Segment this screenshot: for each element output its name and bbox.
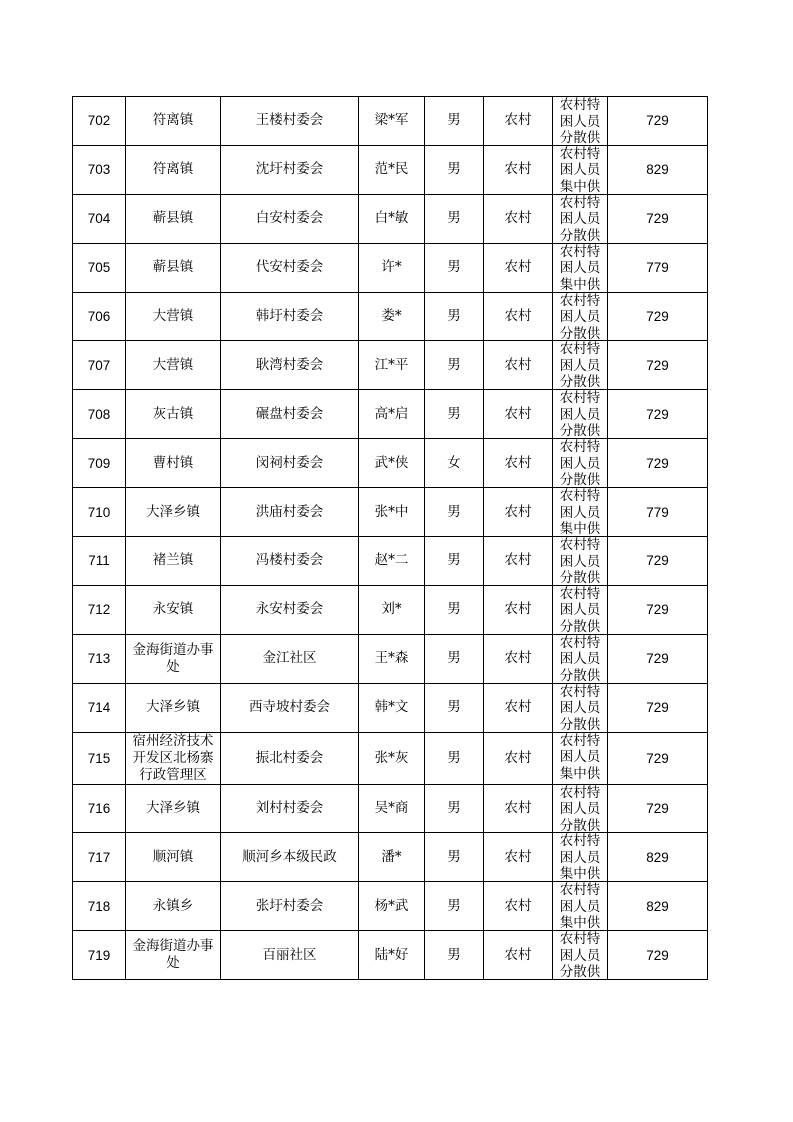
amount-cell: 779: [608, 488, 708, 537]
table-row: [73, 292, 708, 341]
gender-cell: 男: [425, 882, 484, 931]
support-category-cell-text: 农村特困人员分散供: [559, 784, 601, 832]
support-category-cell-text: 农村特困人员集中供: [559, 882, 601, 930]
table-row: [73, 537, 708, 586]
amount-cell: 729: [608, 194, 708, 243]
support-category-cell: [553, 194, 608, 243]
town-cell-text: 曹村镇: [152, 454, 194, 471]
area-type-cell: 农村: [484, 931, 553, 980]
support-category-cell: [553, 784, 608, 833]
person-name-cell: 白*敏: [359, 194, 425, 243]
row-number-cell: 712: [73, 585, 126, 634]
support-category-cell: [553, 585, 608, 634]
amount-cell: 729: [608, 683, 708, 732]
town-cell-text: 大营镇: [152, 356, 194, 373]
amount-cell: 729: [608, 537, 708, 586]
town-cell-text: 大泽乡镇: [146, 699, 200, 716]
town-cell: [126, 732, 221, 784]
support-category-cell: [553, 931, 608, 980]
support-category-cell-text: 农村特困人员分散供: [559, 341, 601, 389]
person-name-cell: 王*森: [359, 634, 425, 683]
town-cell-text: 金海街道办事处: [132, 938, 214, 972]
area-type-cell: 农村: [484, 784, 553, 833]
area-type-cell: 农村: [484, 97, 553, 146]
person-name-cell: 杨*武: [359, 882, 425, 931]
gender-cell: 男: [425, 341, 484, 390]
row-number-cell: 707: [73, 341, 126, 390]
support-category-cell-text: 农村特困人员分散供: [559, 683, 601, 731]
village-committee-cell: 刘村村委会: [221, 784, 359, 833]
support-category-cell-text: 农村特困人员分散供: [559, 390, 601, 438]
support-category-cell: [553, 341, 608, 390]
area-type-cell: 农村: [484, 634, 553, 683]
area-type-cell: 农村: [484, 882, 553, 931]
row-number-cell: 706: [73, 292, 126, 341]
amount-cell: 729: [608, 784, 708, 833]
table-row: [73, 784, 708, 833]
village-committee-cell: 耿湾村委会: [221, 341, 359, 390]
support-category-cell-text: 农村特困人员分散供: [559, 194, 601, 242]
support-category-cell: [553, 634, 608, 683]
support-category-cell: [553, 732, 608, 784]
gender-cell: 女: [425, 439, 484, 488]
town-cell-text: 符离镇: [152, 161, 194, 178]
amount-cell: 829: [608, 882, 708, 931]
amount-cell: 729: [608, 732, 708, 784]
area-type-cell: 农村: [484, 488, 553, 537]
gender-cell: 男: [425, 833, 484, 882]
row-number-cell: 703: [73, 145, 126, 194]
table-row: [73, 634, 708, 683]
support-category-cell: [553, 833, 608, 882]
person-name-cell: 武*侠: [359, 439, 425, 488]
support-category-cell: [553, 292, 608, 341]
amount-cell: 829: [608, 145, 708, 194]
town-cell: [126, 145, 221, 194]
table-row: [73, 833, 708, 882]
gender-cell: 男: [425, 145, 484, 194]
amount-cell: 729: [608, 585, 708, 634]
town-cell-text: 宿州经济技术开发区北杨寨行政管理区: [132, 732, 214, 783]
table-row: [73, 341, 708, 390]
town-cell: [126, 341, 221, 390]
row-number-cell: 708: [73, 390, 126, 439]
gender-cell: 男: [425, 97, 484, 146]
person-name-cell: 范*民: [359, 145, 425, 194]
support-category-cell: [553, 97, 608, 146]
town-cell-text: 大泽乡镇: [146, 503, 200, 520]
area-type-cell: 农村: [484, 390, 553, 439]
gender-cell: 男: [425, 683, 484, 732]
row-number-cell: 711: [73, 537, 126, 586]
row-number-cell: 715: [73, 732, 126, 784]
table-body: [73, 97, 708, 980]
town-cell-text: 永安镇: [152, 601, 194, 618]
support-category-cell: [553, 390, 608, 439]
gender-cell: 男: [425, 292, 484, 341]
area-type-cell: 农村: [484, 292, 553, 341]
amount-cell: 729: [608, 439, 708, 488]
person-name-cell: 许*: [359, 243, 425, 292]
village-committee-cell: 冯楼村委会: [221, 537, 359, 586]
table-row: [73, 243, 708, 292]
area-type-cell: 农村: [484, 341, 553, 390]
town-cell-text: 金海街道办事处: [132, 641, 214, 675]
table-row: [73, 390, 708, 439]
person-name-cell: 陆*好: [359, 931, 425, 980]
area-type-cell: 农村: [484, 833, 553, 882]
area-type-cell: 农村: [484, 537, 553, 586]
town-cell: [126, 683, 221, 732]
area-type-cell: 农村: [484, 683, 553, 732]
town-cell: [126, 390, 221, 439]
support-category-cell-text: 农村特困人员分散供: [559, 585, 601, 633]
table-row: [73, 585, 708, 634]
gender-cell: 男: [425, 243, 484, 292]
row-number-cell: 718: [73, 882, 126, 931]
village-committee-cell: 洪庙村委会: [221, 488, 359, 537]
town-cell: [126, 882, 221, 931]
village-committee-cell: 百丽社区: [221, 931, 359, 980]
support-category-cell-text: 农村特困人员分散供: [559, 292, 601, 340]
area-type-cell: 农村: [484, 732, 553, 784]
support-category-cell: [553, 243, 608, 292]
support-category-cell: [553, 145, 608, 194]
support-category-cell-text: 农村特困人员集中供: [559, 243, 601, 291]
support-category-cell-text: 农村特困人员分散供: [559, 537, 601, 585]
support-category-cell-text: 农村特困人员分散供: [559, 634, 601, 682]
village-committee-cell: 张圩村委会: [221, 882, 359, 931]
row-number-cell: 713: [73, 634, 126, 683]
gender-cell: 男: [425, 585, 484, 634]
town-cell: [126, 784, 221, 833]
town-cell-text: 大营镇: [152, 308, 194, 324]
village-committee-cell: 韩圩村委会: [221, 292, 359, 341]
village-committee-cell: 西寺坡村委会: [221, 683, 359, 732]
table-row: [73, 931, 708, 980]
person-name-cell: 张*灰: [359, 732, 425, 784]
support-category-cell: [553, 488, 608, 537]
support-category-cell: [553, 439, 608, 488]
amount-cell: 729: [608, 390, 708, 439]
support-category-cell-text: 农村特困人员集中供: [559, 488, 601, 536]
village-committee-cell: 代安村委会: [221, 243, 359, 292]
area-type-cell: 农村: [484, 439, 553, 488]
row-number-cell: 710: [73, 488, 126, 537]
amount-cell: 729: [608, 931, 708, 980]
village-committee-cell: 碾盘村委会: [221, 390, 359, 439]
table-row: [73, 145, 708, 194]
person-name-cell: 张*中: [359, 488, 425, 537]
row-number-cell: 719: [73, 931, 126, 980]
town-cell-text: 灰古镇: [152, 405, 194, 422]
support-category-cell: [553, 683, 608, 732]
person-name-cell: 潘*: [359, 833, 425, 882]
town-cell: [126, 243, 221, 292]
gender-cell: 男: [425, 634, 484, 683]
town-cell: [126, 194, 221, 243]
table-row: [73, 194, 708, 243]
relief-recipient-table: [72, 96, 708, 980]
support-category-cell-text: 农村特困人员分散供: [559, 439, 601, 487]
amount-cell: 729: [608, 292, 708, 341]
support-category-cell-text: 农村特困人员分散供: [559, 931, 601, 979]
table-row: [73, 97, 708, 146]
person-name-cell: 吴*商: [359, 784, 425, 833]
row-number-cell: 717: [73, 833, 126, 882]
table-row: [73, 882, 708, 931]
town-cell: [126, 439, 221, 488]
amount-cell: 729: [608, 634, 708, 683]
support-category-cell-text: 农村特困人员分散供: [559, 97, 601, 144]
area-type-cell: 农村: [484, 194, 553, 243]
town-cell-text: 蕲县镇: [152, 210, 194, 227]
row-number-cell: 704: [73, 194, 126, 243]
row-number-cell: 705: [73, 243, 126, 292]
support-category-cell-text: 农村特困人员集中供: [559, 833, 601, 881]
person-name-cell: 梁*军: [359, 97, 425, 146]
gender-cell: 男: [425, 537, 484, 586]
town-cell: [126, 585, 221, 634]
village-committee-cell: 永安村委会: [221, 585, 359, 634]
support-category-cell: [553, 882, 608, 931]
town-cell-text: 大泽乡镇: [146, 800, 200, 817]
row-number-cell: 709: [73, 439, 126, 488]
table-row: [73, 732, 708, 784]
area-type-cell: 农村: [484, 585, 553, 634]
amount-cell: 779: [608, 243, 708, 292]
table-row: [73, 488, 708, 537]
village-committee-cell: 金江社区: [221, 634, 359, 683]
support-category-cell: [553, 537, 608, 586]
amount-cell: 829: [608, 833, 708, 882]
town-cell: [126, 292, 221, 341]
person-name-cell: 赵*二: [359, 537, 425, 586]
town-cell-text: 蕲县镇: [152, 259, 194, 276]
person-name-cell: 高*启: [359, 390, 425, 439]
town-cell-text: 永镇乡: [152, 897, 194, 914]
gender-cell: 男: [425, 194, 484, 243]
row-number-cell: 702: [73, 97, 126, 146]
town-cell: [126, 634, 221, 683]
village-committee-cell: 王楼村委会: [221, 97, 359, 146]
town-cell: [126, 97, 221, 146]
support-category-cell-text: 农村特困人员集中供: [559, 732, 601, 780]
town-cell-text: 褚兰镇: [152, 552, 194, 569]
town-cell: [126, 537, 221, 586]
row-number-cell: 716: [73, 784, 126, 833]
gender-cell: 男: [425, 390, 484, 439]
gender-cell: 男: [425, 784, 484, 833]
area-type-cell: 农村: [484, 243, 553, 292]
person-name-cell: 娄*: [359, 292, 425, 341]
village-committee-cell: 白安村委会: [221, 194, 359, 243]
table-row: [73, 683, 708, 732]
village-committee-cell: 顺河乡本级民政: [221, 833, 359, 882]
town-cell-text: 符离镇: [152, 112, 194, 129]
town-cell-text: 顺河镇: [152, 848, 194, 865]
amount-cell: 729: [608, 341, 708, 390]
town-cell: [126, 488, 221, 537]
amount-cell: 729: [608, 97, 708, 146]
row-number-cell: 714: [73, 683, 126, 732]
gender-cell: 男: [425, 931, 484, 980]
village-committee-cell: 闵祠村委会: [221, 439, 359, 488]
person-name-cell: 刘*: [359, 585, 425, 634]
person-name-cell: 江*平: [359, 341, 425, 390]
town-cell: [126, 931, 221, 980]
person-name-cell: 韩*文: [359, 683, 425, 732]
table-row: [73, 439, 708, 488]
area-type-cell: 农村: [484, 145, 553, 194]
village-committee-cell: 振北村委会: [221, 732, 359, 784]
gender-cell: 男: [425, 732, 484, 784]
town-cell: [126, 833, 221, 882]
village-committee-cell: 沈圩村委会: [221, 145, 359, 194]
support-category-cell-text: 农村特困人员集中供: [559, 145, 601, 193]
gender-cell: 男: [425, 488, 484, 537]
